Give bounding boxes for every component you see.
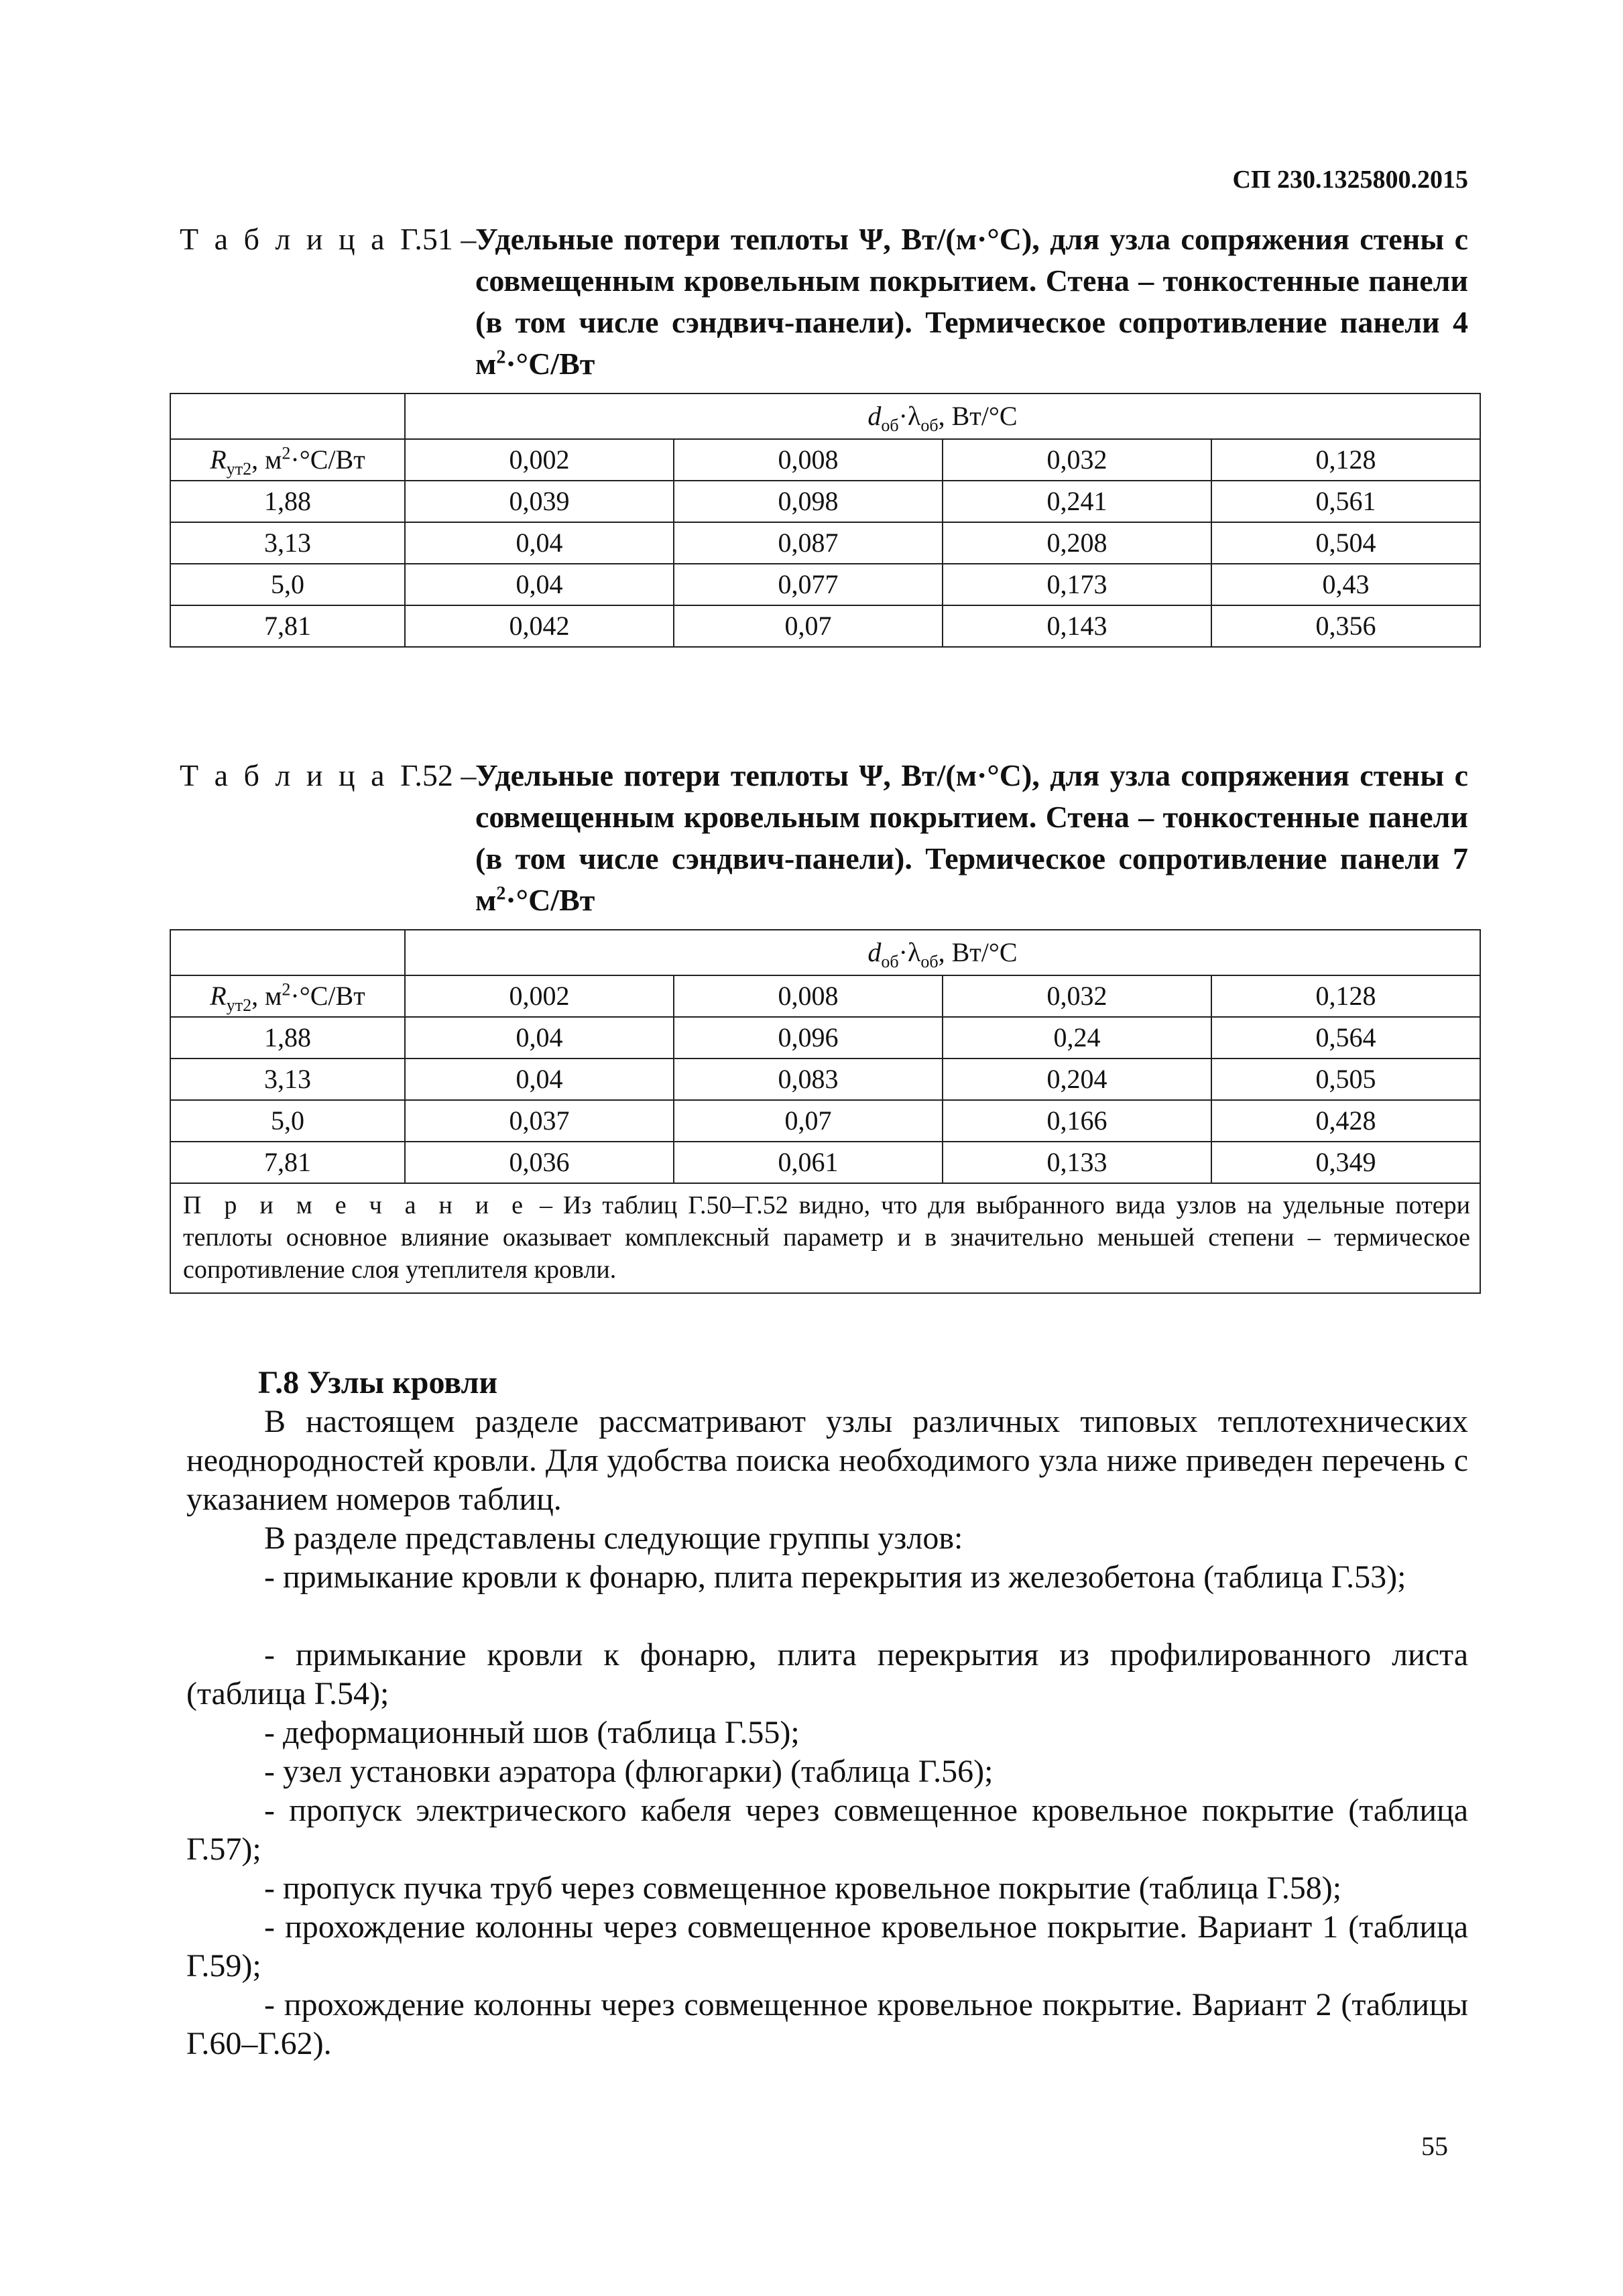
list-item: - деформационный шов (таблица Г.55); [264,1715,800,1750]
table-cell: 0,428 [1211,1100,1480,1142]
column-header: 0,128 [1211,439,1480,481]
column-header: 0,032 [943,439,1211,481]
column-header: 0,002 [405,975,674,1017]
table-g52 [170,929,1481,1294]
list-item: - пропуск пучка труб через совмещенное кровельное покрытие (таблица Г.58); [264,1870,1342,1906]
table-row [170,1142,1480,1183]
table-title: Удельные потери теплоты Ψ, Вт/(м·°С), для узла сопряжения стены с совмещенным кровельным покрытием. Стена – тонкостенные панели (в том числе сэндвич-панели). Термическое сопротивление панели 4 $м^2\cdot^\circ С/Вт$ [475,222,1468,381]
table-cell: 0,087 [674,522,943,564]
table-cell: 0,43 [1211,564,1480,605]
list-item: - пропуск электрического кабеля через совмещенное кровельное покрытие (таблица Г.57); [186,1793,1468,1867]
row-header: 7,81 [170,605,405,647]
table-cell: 0,042 [405,605,674,647]
column-header: 0,032 [943,975,1211,1017]
table-cell: 0,561 [1211,481,1480,522]
row-header-label: $R_{ут2}$, $м^2\cdot^\circ С/Вт$ [170,975,405,1017]
table-caption-g51 [180,219,1468,386]
table-row [170,522,1480,564]
table-row [170,605,1480,647]
column-group-header: $d_{об}\cdot\lambda_{об}$, Вт/°С [405,930,1480,975]
table-cell: 0,077 [674,564,943,605]
intro-paragraph: В настоящем разделе рассматривают узлы различных типовых теплотехнических неоднородностей кровли. Для удобства поиска необходимого узла ниже приведен перечень с указанием номеров таблиц. [186,1404,1468,1517]
column-header: 0,002 [405,439,674,481]
table-row [170,1059,1480,1100]
row-header: 5,0 [170,1100,405,1142]
table-cell: 0,036 [405,1142,674,1183]
column-header: 0,128 [1211,975,1480,1017]
row-header: 5,0 [170,564,405,605]
list-item: - примыкание кровли к фонарю, плита перекрытия из профилированного листа (таблица Г.54); [186,1637,1468,1711]
table-caption-g52 [180,755,1468,922]
table-cell: 0,349 [1211,1142,1480,1183]
table-label: Т а б л и ц а Г.52 – [180,758,477,792]
table-row [170,1100,1480,1142]
table-cell: 0,504 [1211,522,1480,564]
table-cell: 0,061 [674,1142,943,1183]
table-cell: 0,564 [1211,1017,1480,1059]
empty-corner-cell [170,394,405,439]
list-item: - узел установки аэратора (флюгарки) (таблица Г.56); [264,1754,994,1789]
list-item: - прохождение колонны через совмещенное кровельное покрытие. Вариант 2 (таблицы Г.60–Г.62). [186,1987,1468,2061]
column-header: 0,008 [674,975,943,1017]
column-header: 0,008 [674,439,943,481]
table-note [170,1183,1480,1293]
table-label: Т а б л и ц а Г.51 – [180,222,477,256]
table-note-row [170,1183,1480,1293]
table-cell: 0,037 [405,1100,674,1142]
list-item: - прохождение колонны через совмещенное кровельное покрытие. Вариант 1 (таблица Г.59); [186,1909,1468,1984]
note-text: – Из таблиц Г.50–Г.52 видно, что для выбранного вида узлов на удельные потери теплоты основное влияние оказывает комплексный параметр и в значительно меньшей степени – термическое сопротивление слоя утеплителя кровли. [183,1191,1470,1284]
table-cell: 0,208 [943,522,1211,564]
document-code: СП 230.1325800.2015 [1232,166,1468,194]
table-cell: 0,04 [405,564,674,605]
column-group-header: $d_{об}\cdot\lambda_{об}$, Вт/°С [405,394,1480,439]
table-cell: 0,039 [405,481,674,522]
column-header-row [170,975,1480,1017]
table-cell: 0,04 [405,1059,674,1100]
note-label: П р и м е ч а н и е [183,1191,530,1219]
table-cell: 0,133 [943,1142,1211,1183]
row-header: 1,88 [170,481,405,522]
table-cell: 0,096 [674,1017,943,1059]
table-cell: 0,505 [1211,1059,1480,1100]
table-row [170,564,1480,605]
row-header: 7,81 [170,1142,405,1183]
table-title: Удельные потери теплоты Ψ, Вт/(м·°С), для узла сопряжения стены с совмещенным кровельным покрытием. Стена – тонкостенные панели (в том числе сэндвич-панели). Термическое сопротивление панели 7 $м^2\cdot^\circ С/Вт$ [475,758,1468,917]
row-header: 3,13 [170,1059,405,1100]
table-cell: 0,07 [674,605,943,647]
table-cell: 0,356 [1211,605,1480,647]
empty-corner-cell [170,930,405,975]
table-cell: 0,143 [943,605,1211,647]
table-cell: 0,24 [943,1017,1211,1059]
section-heading: Г.8 Узлы кровли [258,1365,498,1400]
list-item: - примыкание кровли к фонарю, плита перекрытия из железобетона (таблица Г.53); [264,1559,1406,1595]
table-cell: 0,04 [405,522,674,564]
table-row [170,1017,1480,1059]
table-g51 [170,393,1481,648]
row-header-label: $R_{ут2}$, $м^2\cdot^\circ С/Вт$ [170,439,405,481]
table-cell: 0,204 [943,1059,1211,1100]
table-row [170,481,1480,522]
column-header-row [170,439,1480,481]
table-cell: 0,083 [674,1059,943,1100]
table-cell: 0,173 [943,564,1211,605]
table-cell: 0,166 [943,1100,1211,1142]
table-cell: 0,07 [674,1100,943,1142]
table-cell: 0,098 [674,481,943,522]
page-number: 55 [1421,2131,1448,2161]
row-header: 3,13 [170,522,405,564]
table-cell: 0,241 [943,481,1211,522]
groups-intro: В разделе представлены следующие группы узлов: [264,1520,963,1556]
table-cell: 0,04 [405,1017,674,1059]
row-header: 1,88 [170,1017,405,1059]
